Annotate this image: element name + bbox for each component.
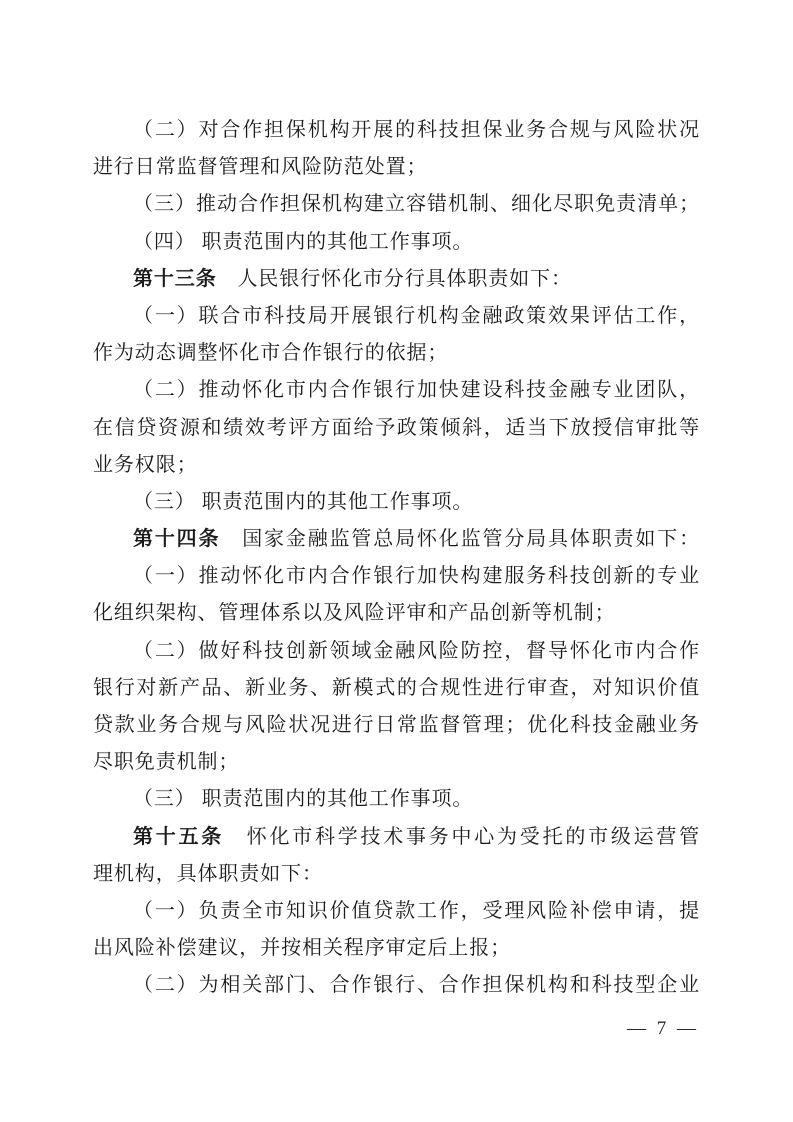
text-line: [93, 335, 700, 372]
page-number: — 7 —: [627, 1018, 699, 1039]
text-run: 出风险补偿建议，并按相关程序审定后上报；: [93, 937, 511, 960]
article-number: 第十五条: [133, 825, 225, 848]
text-line: [93, 224, 700, 261]
text-line: [93, 893, 700, 930]
text-line: [93, 112, 700, 149]
text-run: 贷款业务合规与风险状况进行日常监督管理；优化科技金融业务: [93, 714, 700, 736]
text-run: （一）推动怀化市内合作银行加快构建服务科技创新的专业: [133, 565, 700, 588]
text-run: （三） 职责范围内的其他工作事项。: [133, 788, 474, 811]
text-run: 理机构，具体职责如下：: [93, 862, 323, 885]
text-run: （四） 职责范围内的其他工作事项。: [133, 230, 474, 253]
text-run: 进行日常监督管理和风险防范处置；: [93, 156, 428, 179]
text-run: 人民银行怀化市分行具体职责如下：: [216, 267, 572, 290]
text-line: [93, 633, 700, 670]
text-run: 国家金融监管总局怀化监管分局具体职责如下：: [220, 528, 700, 551]
text-run: 化组织架构、管理体系以及风险评审和产品创新等机制；: [93, 602, 616, 625]
text-run: （二）对合作担保机构开展的科技担保业务合规与风险状况: [133, 119, 700, 141]
text-line: [93, 410, 700, 447]
text-line: [93, 298, 700, 335]
article-number: 第十四条: [133, 528, 221, 551]
text-block: [93, 112, 700, 1005]
text-line: [93, 744, 700, 781]
text-run: 银行对新产品、新业务、新模式的合规性进行审查，对知识价值: [93, 676, 700, 699]
text-line: [93, 595, 700, 632]
text-line: [93, 261, 700, 298]
text-run: （一）负责全市知识价值贷款工作，受理风险补偿申请，提: [133, 899, 700, 922]
text-run: 怀化市科学技术事务中心为受托的市级运营管: [224, 825, 700, 848]
text-line: [93, 484, 700, 521]
text-run: （二）为相关部门、合作银行、合作担保机构和科技型企业: [133, 974, 700, 997]
text-run: （三）推动合作担保机构建立容错机制、细化尽职免责清单；: [133, 193, 700, 216]
text-run: 业务权限；: [93, 453, 198, 476]
text-line: [93, 819, 700, 856]
text-line: [93, 447, 700, 484]
text-line: [93, 372, 700, 409]
article-number: 第十三条: [133, 267, 217, 290]
text-run: 在信贷资源和绩效考评方面给予政策倾斜，适当下放授信审批等: [93, 416, 700, 439]
text-run: （二）推动怀化市内合作银行加快建设科技金融专业团队，: [133, 379, 700, 402]
text-line: [93, 149, 700, 186]
text-line: [93, 186, 700, 223]
text-line: [93, 781, 700, 818]
text-run: （一）联合市科技局开展银行机构金融政策效果评估工作，: [133, 304, 700, 327]
text-run: （三） 职责范围内的其他工作事项。: [133, 490, 474, 513]
text-line: [93, 670, 700, 707]
text-line: [93, 856, 700, 893]
text-line: [93, 558, 700, 595]
text-run: 作为动态调整怀化市合作银行的依据；: [93, 342, 449, 365]
text-run: （二）做好科技创新领域金融风险防控，督导怀化市内合作: [133, 639, 700, 662]
text-line: [93, 967, 700, 1004]
text-line: [93, 707, 700, 744]
text-line: [93, 521, 700, 558]
text-line: [93, 930, 700, 967]
text-run: 尽职免责机制；: [93, 751, 240, 774]
